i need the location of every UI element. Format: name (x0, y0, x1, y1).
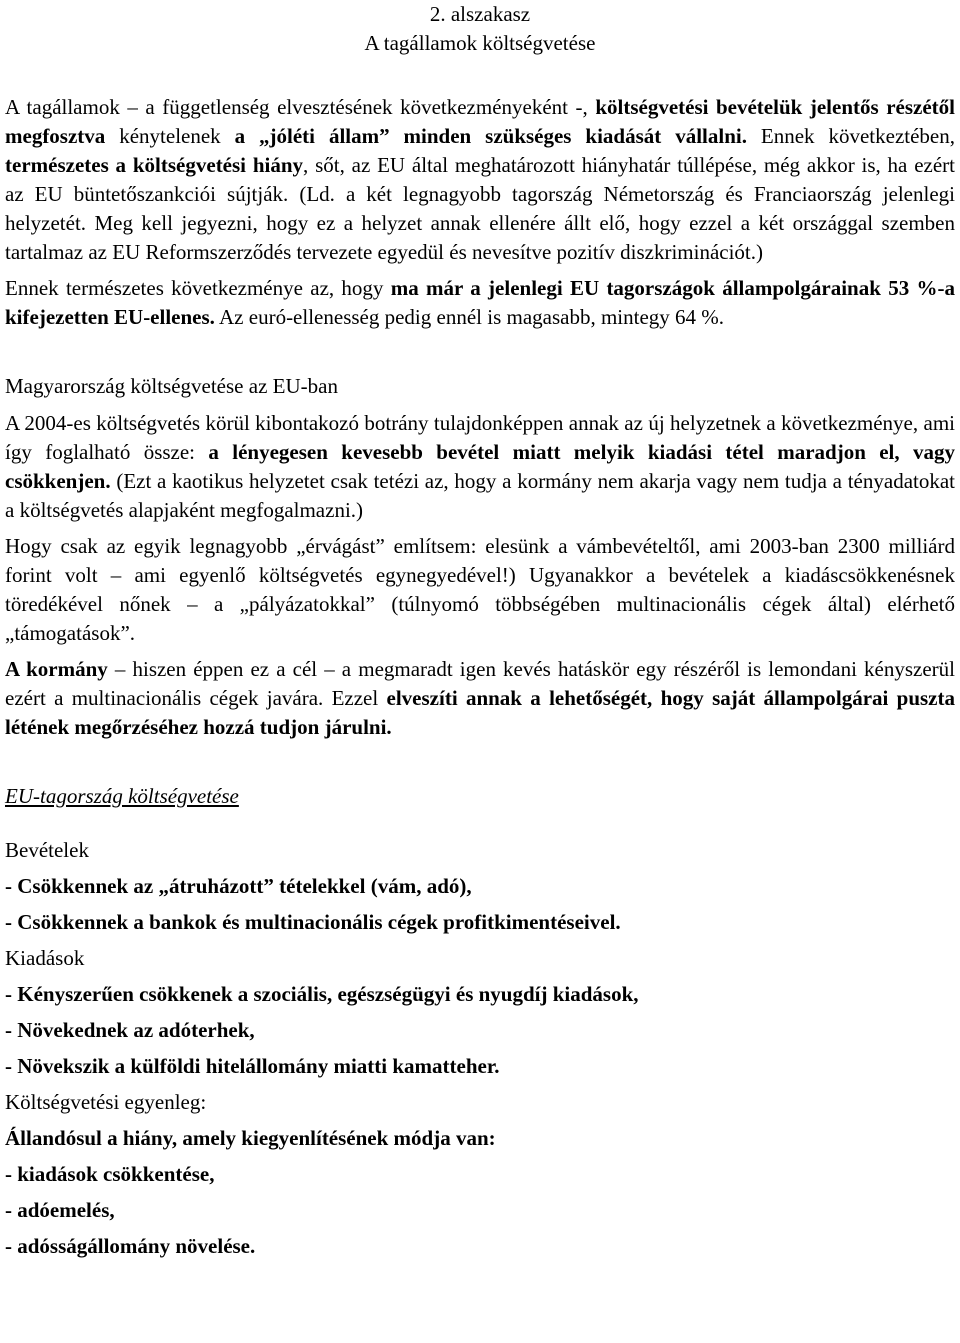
text-run: Ennek következtében, (746, 124, 955, 148)
eu-member-heading: EU-tagország költségvetése (5, 784, 239, 808)
text-run: Ennek természetes következménye az, hogy (5, 276, 391, 300)
section-title: A tagállamok költségvetése (364, 31, 596, 55)
section-number: 2. alszakasz (429, 2, 531, 26)
balance-label: Költségvetési egyenleg: (5, 1090, 207, 1114)
hungary-paragraph-3 (5, 655, 955, 742)
text-run: A tagállamok – a függetlenség elvesztésének következményeként -, (5, 95, 596, 119)
remedy-item: - kiadások csökkentése, (5, 1162, 215, 1186)
revenue-item: - Csökkennek az „átruházott” tételekkel (vám, adó), (5, 874, 472, 898)
text-run: (Ezt a kaotikus helyzetet csak tetézi az, hogy a kormány nem akarja vagy nem tudja a tényadatokat a költségvetés alapjaként megfogalmazni.) (5, 469, 955, 522)
text-run: , sőt, az EU által meghatározott hiányhatár túllépése, még akkor is, ha ezért az EU büntetőszankciói sújtják. (Ld. a két legnagyobb tagország Németország és Franciaország jelenlegi helyzetét. Meg kell jegyezni, hogy ez a helyzet annak ellenére állt elő, hogy ezzel a két országgal szemben tartalmaz az EU Reformszerződés tervezete egyedül és nevesítve pozitív diszkriminációt.) (5, 153, 955, 264)
hungary-heading: Magyarország költségvetése az EU-ban (5, 374, 338, 398)
text-run: A 2004-es költségvetés körül kibontakozó botrány tulajdonképpen annak az új helyzetnek a következménye, ami így foglalható össze: (5, 411, 955, 464)
deficit-line: Állandósul a hiány, amely kiegyenlítésének módja van: (5, 1126, 496, 1150)
bold-text-run: a lényegesen kevesebb bevétel miatt melyik kiadási tétel maradjon el, vagy csökkenjen. (5, 440, 956, 493)
text-run: – hiszen éppen ez a cél – a megmaradt igen kevés hatáskör egy részéről is lemondani kényszerül ezért a multinacionális cégek javára. Ezzel (5, 657, 955, 710)
expenses-label: Kiadások (5, 946, 85, 970)
text-run: Hogy csak az egyik legnagyobb „érvágást” említsem: elesünk a vámbevételtől, ami 2003-ban 2300 milliárd forint volt – ami egyenlő költségvetés egynegyedével!) Ugyanakkor a bevételek a kiadáscsökkenésnek töredékével nőnek – a „pályázatokkal” (túlnyomó többségében multinacionális cégek által) elérhető „támogatások”. (5, 534, 955, 645)
revenues-label: Bevételek (5, 838, 89, 862)
hungary-paragraph-2 (5, 532, 955, 648)
text-run: kénytelenek (105, 124, 235, 148)
bold-text-run: a „jóléti állam” minden szükséges kiadását vállalni. (234, 124, 747, 148)
revenue-item: - Csökkennek a bankok és multinacionális cégek profitkimentéseivel. (5, 910, 621, 934)
bold-text-run: ma már a jelenlegi EU tagországok állampolgárainak 53 %-a kifejezetten EU-ellenes. (5, 276, 955, 329)
bold-text-run: elveszíti annak a lehetőségét, hogy saját állampolgárai puszta létének megőrzéséhez hozzá tudjon járulni. (5, 686, 955, 739)
hungary-paragraph-1 (5, 409, 955, 525)
expense-item: - Kényszerűen csökkenek a szociális, egészségügyi és nyugdíj kiadások, (5, 982, 639, 1006)
expense-item: - Növekszik a külföldi hitelállomány miatti kamatteher. (5, 1054, 500, 1078)
bold-text-run: A kormány (5, 657, 108, 681)
remedy-item: - adósságállomány növelése. (5, 1234, 256, 1258)
text-run: Az euró-ellenesség pedig ennél is magasabb, mintegy 64 %. (214, 305, 725, 329)
intro-paragraph-1 (5, 93, 955, 267)
document-page (5, 0, 955, 1268)
bold-text-run: természetes a költségvetési hiány (5, 153, 304, 177)
expense-item: - Növekednek az adóterhek, (5, 1018, 255, 1042)
intro-paragraph-2 (5, 274, 955, 332)
remedy-item: - adóemelés, (5, 1198, 115, 1222)
bold-text-run: költségvetési bevételük jelentős részétől megfosztva (5, 95, 955, 148)
